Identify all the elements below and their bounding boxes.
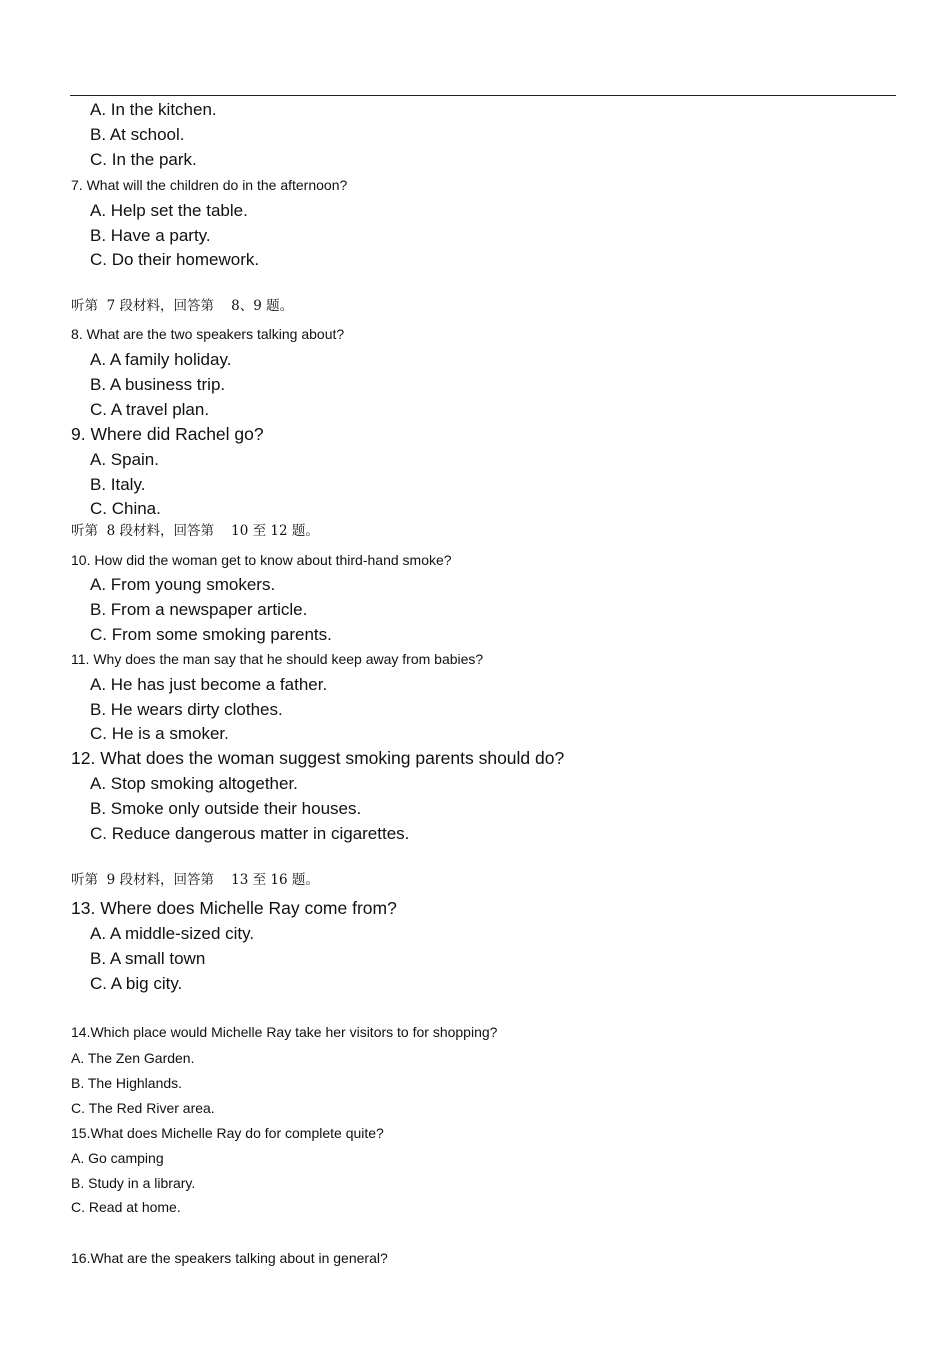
q13-option-b: B. A small town — [90, 949, 206, 968]
q7-option-c: C. Do their homework. — [90, 250, 260, 269]
q12-option-a: A. Stop smoking altogether. — [90, 774, 298, 793]
q10-option-b: B. From a newspaper article. — [90, 600, 308, 619]
q13-question: 13. Where does Michelle Ray come from? — [71, 898, 397, 918]
q11-option-c: C. He is a smoker. — [90, 724, 229, 743]
q6-option-b: B. At school. — [90, 125, 185, 144]
q9-question: 9. Where did Rachel go? — [71, 424, 264, 444]
q12-option-c: C. Reduce dangerous matter in cigarettes. — [90, 824, 410, 843]
q16-question: 16.What are the speakers talking about in general? — [71, 1250, 388, 1266]
q7-option-a: A. Help set the table. — [90, 201, 248, 220]
q11-question: 11. Why does the man say that he should keep away from babies? — [71, 651, 484, 667]
header-rule — [70, 95, 896, 96]
q13-option-c: C. A big city. — [90, 974, 183, 993]
section-8-heading: 听第 8 段材料，回答第 10 至 12 题。 — [71, 523, 319, 539]
q7-option-b: B. Have a party. — [90, 226, 211, 245]
q10-option-a: A. From young smokers. — [90, 575, 276, 594]
q15-option-b: B. Study in a library. — [71, 1175, 196, 1191]
q9-option-a: A. Spain. — [90, 450, 159, 469]
q12-question: 12. What does the woman suggest smoking parents should do? — [71, 748, 565, 768]
q15-option-c: C. Read at home. — [71, 1199, 181, 1215]
q9-option-b: B. Italy. — [90, 475, 146, 494]
q6-option-c: C. In the park. — [90, 150, 197, 169]
q14-option-c: C. The Red River area. — [71, 1100, 215, 1116]
q15-option-a: A. Go camping — [71, 1150, 164, 1166]
q14-question: 14.Which place would Michelle Ray take her visitors to for shopping? — [71, 1024, 498, 1040]
q14-option-a: A. The Zen Garden. — [71, 1050, 195, 1066]
q11-option-a: A. He has just become a father. — [90, 675, 328, 694]
q9-option-c: C. China. — [90, 499, 161, 518]
q10-option-c: C. From some smoking parents. — [90, 625, 332, 644]
section-7-heading: 听第 7 段材料，回答第 8、9 题。 — [71, 298, 294, 314]
q13-option-a: A. A middle-sized city. — [90, 924, 255, 943]
q10-question: 10. How did the woman get to know about third-hand smoke? — [71, 552, 452, 568]
q6-option-a: A. In the kitchen. — [90, 100, 217, 119]
q8-option-b: B. A business trip. — [90, 375, 226, 394]
q8-option-c: C. A travel plan. — [90, 400, 210, 419]
q11-option-b: B. He wears dirty clothes. — [90, 700, 283, 719]
section-9-heading: 听第 9 段材料，回答第 13 至 16 题。 — [71, 872, 319, 888]
q7-question: 7. What will the children do in the afternoon? — [71, 177, 348, 193]
q8-question: 8. What are the two speakers talking about? — [71, 326, 345, 342]
q15-question: 15.What does Michelle Ray do for complete quite? — [71, 1125, 384, 1141]
q8-option-a: A. A family holiday. — [90, 350, 232, 369]
q14-option-b: B. The Highlands. — [71, 1075, 183, 1091]
q12-option-b: B. Smoke only outside their houses. — [90, 799, 362, 818]
